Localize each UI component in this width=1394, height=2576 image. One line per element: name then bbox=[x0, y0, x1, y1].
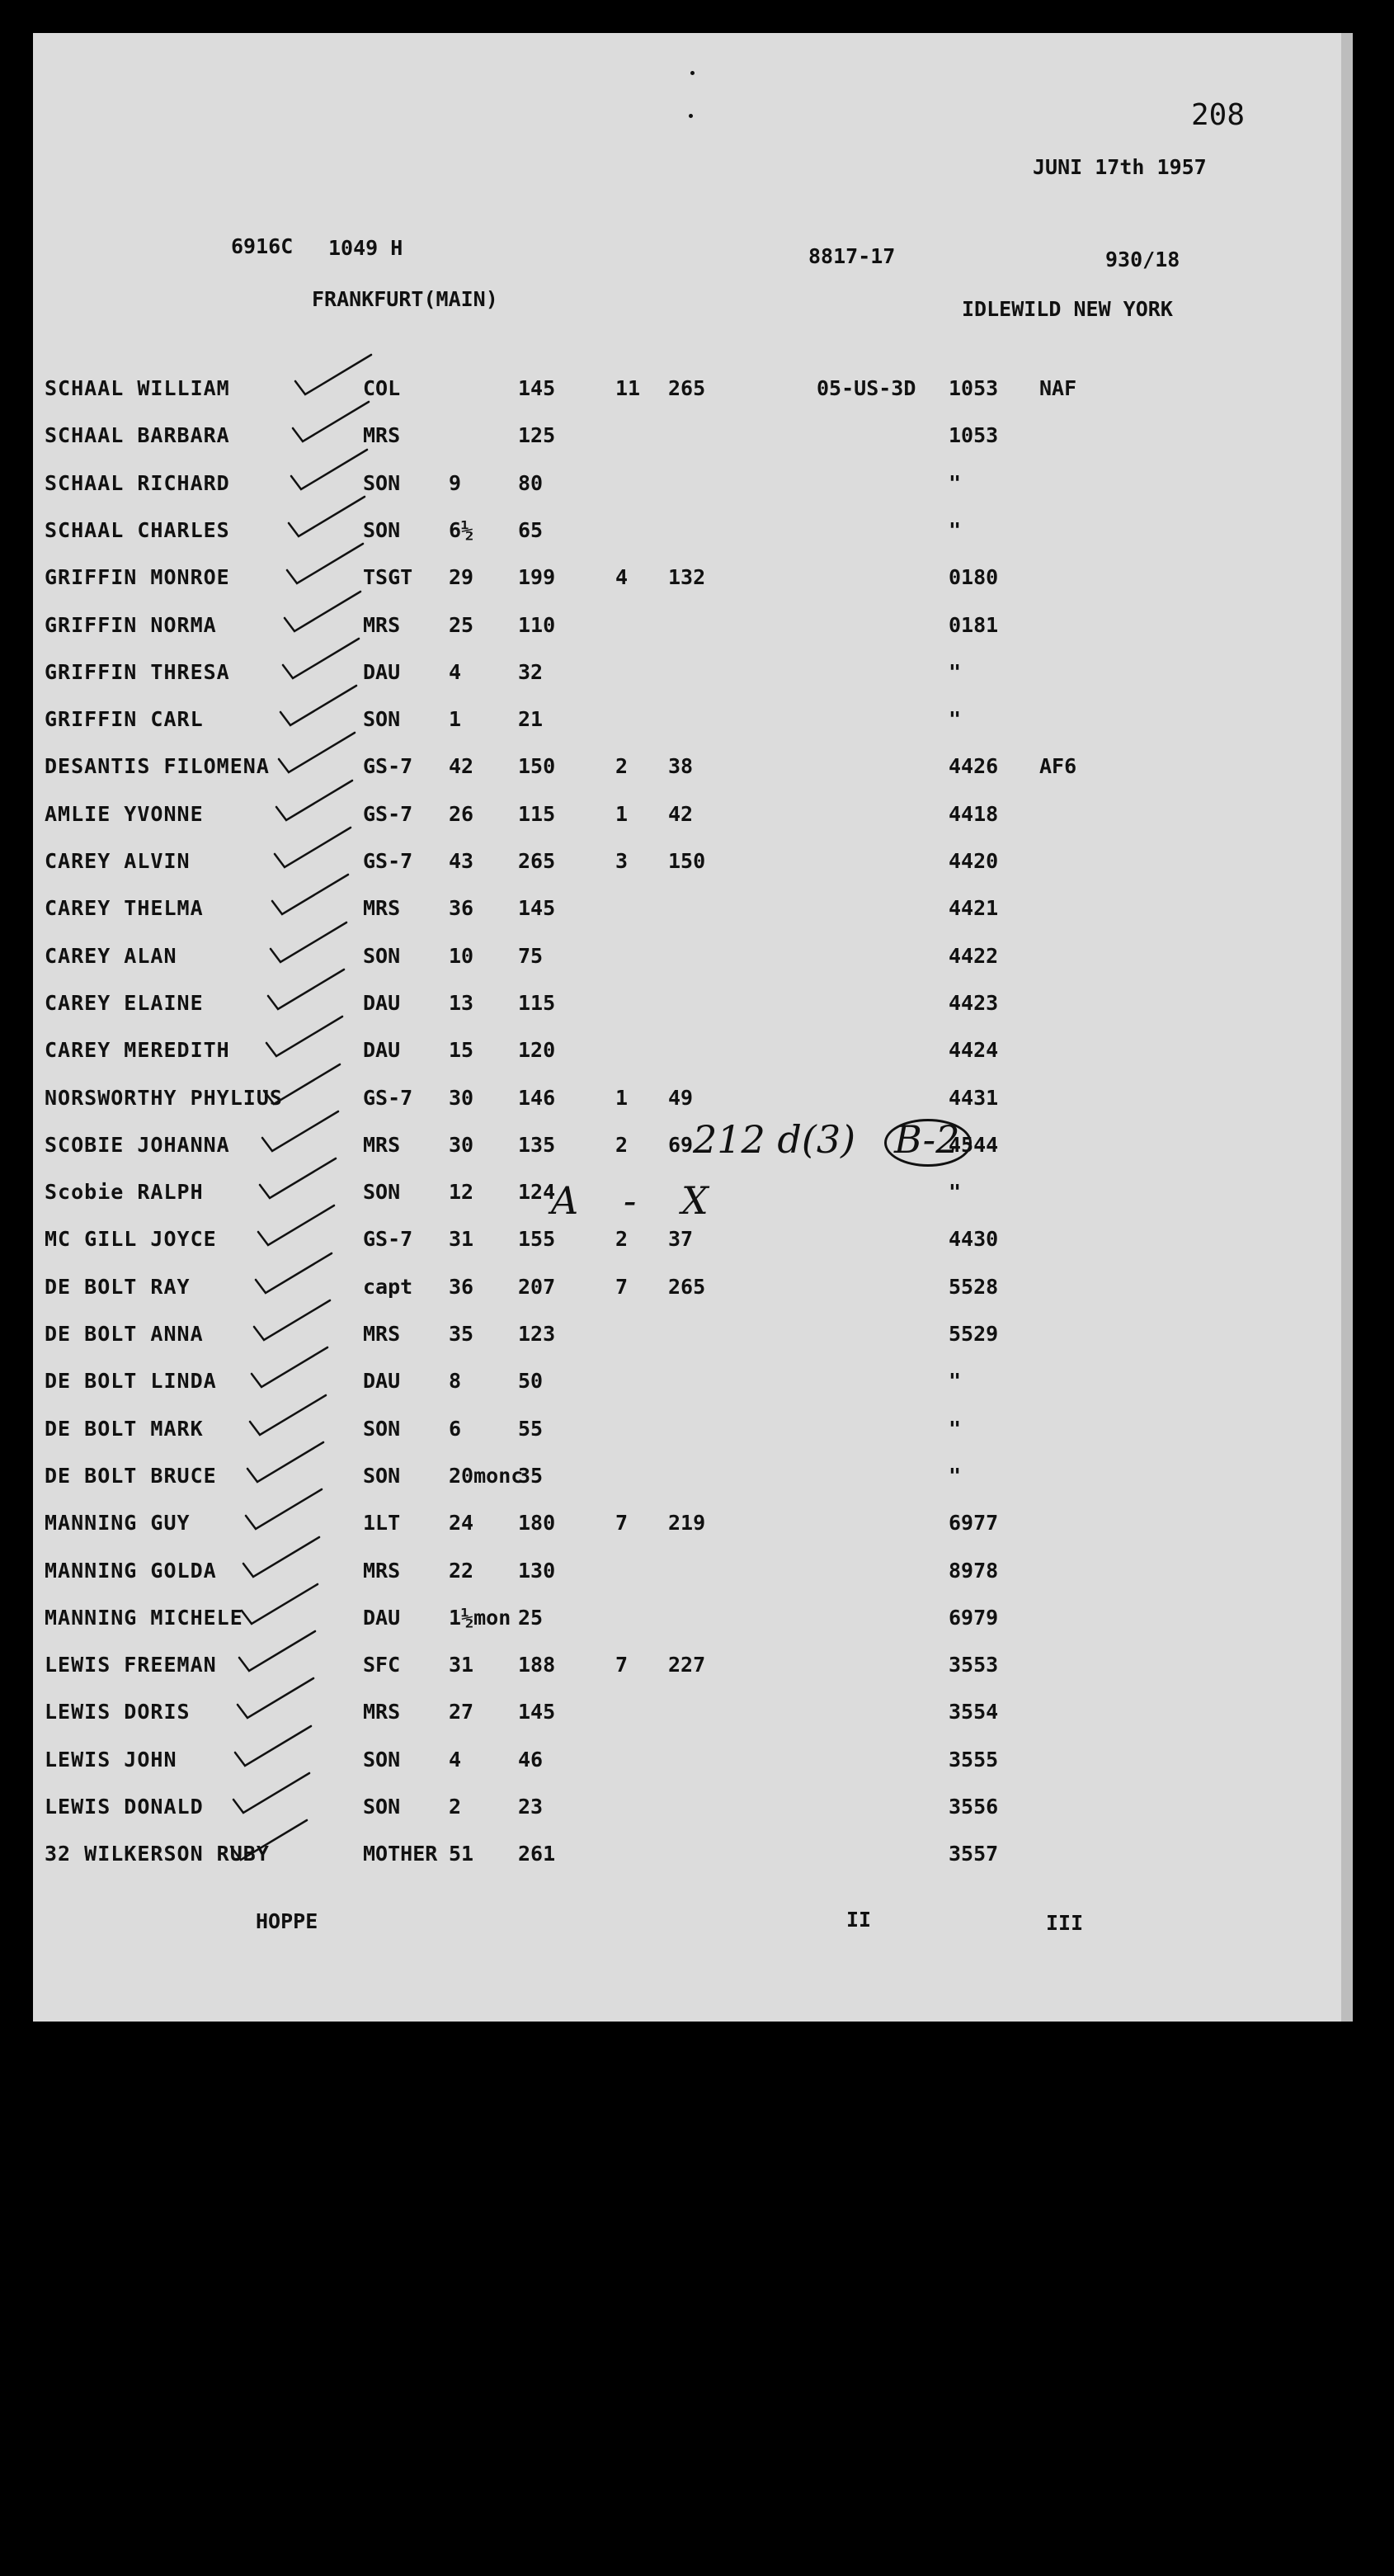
relation-cell: MRS bbox=[363, 613, 401, 637]
manifest-date: JUNI 17th 1957 bbox=[1033, 155, 1207, 179]
weight-cell: 261 bbox=[518, 1842, 556, 1866]
age-cell: 4 bbox=[449, 1748, 462, 1772]
ticket-number-cell: " bbox=[949, 1180, 962, 1204]
ticket-number-cell: 0181 bbox=[949, 613, 999, 637]
baggage-cell: 227 bbox=[668, 1653, 706, 1677]
weight-cell: 46 bbox=[518, 1748, 544, 1772]
weight-cell: 21 bbox=[518, 707, 544, 731]
baggage-cell: 150 bbox=[668, 849, 706, 873]
ticket-number-cell: " bbox=[949, 1464, 962, 1488]
age-cell: 1 bbox=[449, 707, 462, 731]
check-mark bbox=[272, 875, 348, 914]
footer-right: III bbox=[1046, 1911, 1084, 1935]
check-mark bbox=[266, 1017, 342, 1056]
check-mark bbox=[289, 497, 365, 536]
age-cell: 30 bbox=[449, 1133, 474, 1157]
pieces-cell: 3 bbox=[615, 849, 629, 873]
baggage-cell: 265 bbox=[668, 376, 706, 400]
age-cell: 10 bbox=[449, 944, 474, 968]
left-code: 6916C bbox=[231, 234, 294, 258]
weight-cell: 135 bbox=[518, 1133, 556, 1157]
check-mark bbox=[250, 1395, 326, 1435]
name-cell: DE BOLT MARK bbox=[45, 1417, 204, 1441]
weight-cell: 110 bbox=[518, 613, 556, 637]
origin-city: FRANKFURT(MAIN) bbox=[312, 287, 498, 311]
age-cell: 35 bbox=[449, 1322, 474, 1346]
ticket-number-cell: 8978 bbox=[949, 1559, 999, 1583]
age-cell: 22 bbox=[449, 1559, 474, 1583]
name-cell: SCHAAL WILLIAM bbox=[45, 376, 230, 400]
ticket-number-cell: 3553 bbox=[949, 1653, 999, 1677]
relation-cell: GS-7 bbox=[363, 1227, 413, 1251]
relation-cell: GS-7 bbox=[363, 754, 413, 778]
name-cell: SCHAAL RICHARD bbox=[45, 471, 230, 495]
check-mark bbox=[239, 1631, 315, 1671]
handwritten-circled-note: B-2 bbox=[894, 1117, 960, 1162]
handwritten-mark: A - X bbox=[551, 1178, 725, 1223]
ticket-number-cell: 4430 bbox=[949, 1227, 999, 1251]
pieces-cell: 7 bbox=[615, 1275, 629, 1299]
ticket-number-cell: 6979 bbox=[949, 1606, 999, 1630]
relation-cell: capt bbox=[363, 1275, 413, 1299]
ticket-number-cell: 4420 bbox=[949, 849, 999, 873]
name-cell: SCOBIE JOHANNA bbox=[45, 1133, 230, 1157]
check-mark bbox=[280, 686, 356, 725]
name-cell: DE BOLT LINDA bbox=[45, 1369, 217, 1393]
name-cell: MANNING MICHELE bbox=[45, 1606, 243, 1630]
name-cell: DESANTIS FILOMENA bbox=[45, 754, 270, 778]
baggage-cell: 219 bbox=[668, 1511, 706, 1535]
check-mark bbox=[247, 1442, 323, 1482]
baggage-cell: 38 bbox=[668, 754, 694, 778]
check-mark bbox=[279, 733, 355, 772]
relation-cell: DAU bbox=[363, 991, 401, 1015]
name-cell: LEWIS FREEMAN bbox=[45, 1653, 217, 1677]
relation-cell: SON bbox=[363, 471, 401, 495]
name-cell: GRIFFIN CARL bbox=[45, 707, 204, 731]
name-cell: CAREY ALVIN bbox=[45, 849, 191, 873]
age-cell: 42 bbox=[449, 754, 474, 778]
ticket-number-cell: 3554 bbox=[949, 1700, 999, 1724]
weight-cell: 145 bbox=[518, 896, 556, 920]
weight-cell: 130 bbox=[518, 1559, 556, 1583]
weight-cell: 65 bbox=[518, 518, 544, 542]
ticket-number-cell: 4423 bbox=[949, 991, 999, 1015]
weight-cell: 180 bbox=[518, 1511, 556, 1535]
weight-cell: 145 bbox=[518, 376, 556, 400]
ticket-number-cell: " bbox=[949, 660, 962, 684]
relation-cell: MOTHER bbox=[363, 1842, 438, 1866]
check-mark bbox=[262, 1111, 338, 1151]
check-mark bbox=[276, 781, 352, 820]
age-cell: 29 bbox=[449, 565, 474, 589]
check-mark bbox=[231, 1820, 307, 1860]
name-cell: MANNING GUY bbox=[45, 1511, 191, 1535]
pieces-cell: 7 bbox=[615, 1511, 629, 1535]
page-number: 208 bbox=[1191, 98, 1246, 132]
ticket-number-cell: " bbox=[949, 471, 962, 495]
middle-code: 8817-17 bbox=[808, 244, 896, 268]
name-cell: SCHAAL BARBARA bbox=[45, 423, 230, 447]
name-cell: CAREY ELAINE bbox=[45, 991, 204, 1015]
relation-cell: GS-7 bbox=[363, 802, 413, 826]
relation-cell: SON bbox=[363, 518, 401, 542]
age-cell: 2 bbox=[449, 1795, 462, 1819]
baggage-cell: 132 bbox=[668, 565, 706, 589]
ticket-number-cell: 4424 bbox=[949, 1038, 999, 1062]
age-cell: 36 bbox=[449, 896, 474, 920]
weight-cell: 188 bbox=[518, 1653, 556, 1677]
age-cell: 8 bbox=[449, 1369, 462, 1393]
weight-cell: 120 bbox=[518, 1038, 556, 1062]
check-mark bbox=[264, 1064, 340, 1104]
relation-cell: SON bbox=[363, 1464, 401, 1488]
pieces-cell: 7 bbox=[615, 1653, 629, 1677]
relation-cell: COL bbox=[363, 376, 401, 400]
flight-code: 1049 H bbox=[328, 236, 403, 260]
relation-cell: SON bbox=[363, 1748, 401, 1772]
ticket-number-cell: 4422 bbox=[949, 944, 999, 968]
relation-cell: GS-7 bbox=[363, 1086, 413, 1110]
check-mark bbox=[256, 1253, 332, 1293]
pieces-cell: 1 bbox=[615, 802, 629, 826]
check-mark bbox=[252, 1347, 327, 1387]
name-cell: LEWIS DONALD bbox=[45, 1795, 204, 1819]
age-cell: 51 bbox=[449, 1842, 474, 1866]
weight-cell: 199 bbox=[518, 565, 556, 589]
name-cell: DE BOLT BRUCE bbox=[45, 1464, 217, 1488]
footer-middle: II bbox=[846, 1908, 872, 1932]
check-mark bbox=[243, 1537, 319, 1577]
weight-cell: 155 bbox=[518, 1227, 556, 1251]
pieces-cell: 4 bbox=[615, 565, 629, 589]
age-cell: 9 bbox=[449, 471, 462, 495]
age-cell: 31 bbox=[449, 1227, 474, 1251]
baggage-cell: 265 bbox=[668, 1275, 706, 1299]
relation-cell: SON bbox=[363, 944, 401, 968]
ticket-number-cell: 6977 bbox=[949, 1511, 999, 1535]
right-code: 930/18 bbox=[1105, 248, 1180, 271]
relation-cell: MRS bbox=[363, 1559, 401, 1583]
ticket-number-cell: 4421 bbox=[949, 896, 999, 920]
relation-cell: SON bbox=[363, 1417, 401, 1441]
baggage-cell: 69 bbox=[668, 1133, 694, 1157]
ticket-number-cell: 5528 bbox=[949, 1275, 999, 1299]
name-cell: CAREY ALAN bbox=[45, 944, 177, 968]
footer-left: HOPPE bbox=[256, 1909, 318, 1933]
weight-cell: 32 bbox=[518, 660, 544, 684]
name-cell: GRIFFIN THRESA bbox=[45, 660, 230, 684]
age-cell: 6½ bbox=[449, 518, 474, 542]
weight-cell: 123 bbox=[518, 1322, 556, 1346]
pieces-cell: 1 bbox=[615, 1086, 629, 1110]
weight-cell: 115 bbox=[518, 802, 556, 826]
check-mark bbox=[258, 1205, 334, 1245]
name-cell: LEWIS DORIS bbox=[45, 1700, 191, 1724]
ticket-number-cell: 1053 bbox=[949, 423, 999, 447]
check-mark bbox=[254, 1300, 330, 1340]
destination-city: IDLEWILD NEW YORK bbox=[962, 297, 1173, 321]
weight-cell: 146 bbox=[518, 1086, 556, 1110]
name-cell: 32 WILKERSON RUBY bbox=[45, 1842, 270, 1866]
relation-cell: MRS bbox=[363, 1700, 401, 1724]
weight-cell: 23 bbox=[518, 1795, 544, 1819]
name-cell: CAREY MEREDITH bbox=[45, 1038, 230, 1062]
relation-cell: SON bbox=[363, 1795, 401, 1819]
weight-cell: 80 bbox=[518, 471, 544, 495]
relation-cell: DAU bbox=[363, 660, 401, 684]
name-cell: LEWIS JOHN bbox=[45, 1748, 177, 1772]
age-cell: 12 bbox=[449, 1180, 474, 1204]
check-mark bbox=[233, 1773, 309, 1813]
age-cell: 24 bbox=[449, 1511, 474, 1535]
age-cell: 25 bbox=[449, 613, 474, 637]
relation-cell: MRS bbox=[363, 423, 401, 447]
weight-cell: 125 bbox=[518, 423, 556, 447]
age-cell: 1½mon bbox=[449, 1606, 511, 1630]
weight-cell: 207 bbox=[518, 1275, 556, 1299]
name-cell: Scobie RALPH bbox=[45, 1180, 204, 1204]
pieces-cell: 2 bbox=[615, 1133, 629, 1157]
age-cell: 15 bbox=[449, 1038, 474, 1062]
check-mark bbox=[242, 1584, 318, 1624]
ticket-number-cell: 4418 bbox=[949, 802, 999, 826]
check-mark bbox=[271, 922, 346, 962]
ticket-number-cell: " bbox=[949, 1369, 962, 1393]
age-cell: 43 bbox=[449, 849, 474, 873]
age-cell: 36 bbox=[449, 1275, 474, 1299]
check-mark bbox=[293, 402, 369, 441]
name-cell: GRIFFIN MONROE bbox=[45, 565, 230, 589]
relation-cell: SFC bbox=[363, 1653, 401, 1677]
ticket-number-cell: " bbox=[949, 1417, 962, 1441]
relation-cell: DAU bbox=[363, 1606, 401, 1630]
check-mark bbox=[275, 828, 351, 867]
relation-cell: DAU bbox=[363, 1038, 401, 1062]
check-mark bbox=[291, 450, 367, 489]
relation-cell: DAU bbox=[363, 1369, 401, 1393]
weight-cell: 25 bbox=[518, 1606, 544, 1630]
handwritten-note: 212 d(3) bbox=[693, 1117, 856, 1162]
ticket-number-cell: 3556 bbox=[949, 1795, 999, 1819]
ticket-number-cell: 3557 bbox=[949, 1842, 999, 1866]
age-cell: 20monc bbox=[449, 1464, 524, 1488]
check-mark bbox=[295, 355, 371, 394]
check-mark bbox=[260, 1158, 336, 1198]
relation-cell: TSGT bbox=[363, 565, 413, 589]
check-mark bbox=[285, 592, 360, 631]
weight-cell: 145 bbox=[518, 1700, 556, 1724]
baggage-cell: 42 bbox=[668, 802, 694, 826]
weight-cell: 35 bbox=[518, 1464, 544, 1488]
name-cell: DE BOLT RAY bbox=[45, 1275, 191, 1299]
ticket-number-cell: 4431 bbox=[949, 1086, 999, 1110]
name-cell: MANNING GOLDA bbox=[45, 1559, 217, 1583]
pieces-cell: 2 bbox=[615, 754, 629, 778]
relation-cell: MRS bbox=[363, 896, 401, 920]
check-mark bbox=[287, 544, 363, 583]
age-cell: 13 bbox=[449, 991, 474, 1015]
ticket-number-cell: 3555 bbox=[949, 1748, 999, 1772]
weight-cell: 50 bbox=[518, 1369, 544, 1393]
check-mark bbox=[283, 639, 359, 678]
ticket-number-cell: " bbox=[949, 707, 962, 731]
check-marks bbox=[33, 33, 1353, 2022]
weight-cell: 150 bbox=[518, 754, 556, 778]
name-cell: GRIFFIN NORMA bbox=[45, 613, 217, 637]
visa-cell: 05-US-3D bbox=[817, 376, 916, 400]
check-mark bbox=[246, 1489, 322, 1529]
age-cell: 27 bbox=[449, 1700, 474, 1724]
ticket-number-cell: 4426 bbox=[949, 754, 999, 778]
weight-cell: 75 bbox=[518, 944, 544, 968]
age-cell: 26 bbox=[449, 802, 474, 826]
check-mark bbox=[268, 970, 344, 1009]
ticket-number-cell: 5529 bbox=[949, 1322, 999, 1346]
relation-cell: MRS bbox=[363, 1322, 401, 1346]
relation-cell: SON bbox=[363, 707, 401, 731]
age-cell: 31 bbox=[449, 1653, 474, 1677]
pieces-cell: 2 bbox=[615, 1227, 629, 1251]
name-cell: NORSWORTHY PHYLIUS bbox=[45, 1086, 283, 1110]
weight-cell: 115 bbox=[518, 991, 556, 1015]
weight-cell: 124 bbox=[518, 1180, 556, 1204]
manifest-page bbox=[33, 33, 1353, 2022]
baggage-cell: 49 bbox=[668, 1086, 694, 1110]
ticket-number-cell: 4544 bbox=[949, 1133, 999, 1157]
relation-cell: GS-7 bbox=[363, 849, 413, 873]
weight-cell: 265 bbox=[518, 849, 556, 873]
check-mark bbox=[235, 1726, 311, 1766]
weight-cell: 55 bbox=[518, 1417, 544, 1441]
check-mark bbox=[238, 1678, 313, 1718]
age-cell: 4 bbox=[449, 660, 462, 684]
ticket-number-cell: 0180 bbox=[949, 565, 999, 589]
relation-cell: 1LT bbox=[363, 1511, 401, 1535]
ticket-number-cell: 1053 bbox=[949, 376, 999, 400]
baggage-cell: 37 bbox=[668, 1227, 694, 1251]
age-cell: 6 bbox=[449, 1417, 462, 1441]
age-cell: 30 bbox=[449, 1086, 474, 1110]
name-cell: MC GILL JOYCE bbox=[45, 1227, 217, 1251]
note-cell: AF6 bbox=[1039, 754, 1077, 778]
name-cell: SCHAAL CHARLES bbox=[45, 518, 230, 542]
ticket-number-cell: " bbox=[949, 518, 962, 542]
name-cell: CAREY THELMA bbox=[45, 896, 204, 920]
relation-cell: MRS bbox=[363, 1133, 401, 1157]
pieces-cell: 11 bbox=[615, 376, 641, 400]
relation-cell: SON bbox=[363, 1180, 401, 1204]
note-cell: NAF bbox=[1039, 376, 1077, 400]
name-cell: AMLIE YVONNE bbox=[45, 802, 204, 826]
name-cell: DE BOLT ANNA bbox=[45, 1322, 204, 1346]
